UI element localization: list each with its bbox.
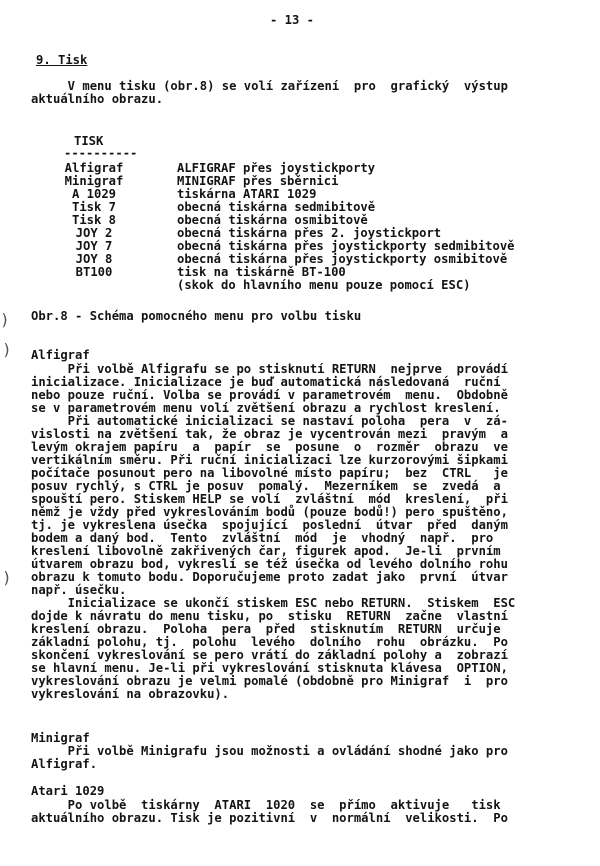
menu-item-tisk7-desc: obecná tiskárna sedmibitově <box>177 200 376 214</box>
alfigraf-line: vertikálním směru. Při ruční inicializaci lze kurzorovými šipkami <box>31 453 508 467</box>
menu-item-joy8-desc: obecná tiskárna přes joystickporty osmibitově <box>177 252 508 266</box>
minigraf-line: Alfigraf. <box>31 757 98 771</box>
alfigraf-line: vykreslování na obrazovku). <box>31 687 230 701</box>
figure-caption: Obr.8 - Schéma pomocného menu pro volbu tisku <box>31 309 362 323</box>
alfigraf-line: Při automatické inicializaci se nastaví poloha pera v zá- <box>31 414 508 428</box>
alfigraf-line: nebo pouze ruční. Volba se provádí v parametrovém menu. Obdobně <box>31 388 508 402</box>
menu-title: TISK <box>74 134 104 148</box>
menu-item-joy2-desc: obecná tiskárna přes 2. joystickport <box>177 226 442 240</box>
alfigraf-line: Inicializace se ukončí stiskem ESC nebo RETURN. Stiskem ESC <box>31 596 516 610</box>
menu-item-joy7-desc: obecná tiskárna přes joystickporty sedmibitově <box>177 239 515 253</box>
alfigraf-line: počítače posunout pero na libovolné místo papíru; bez CTRL je <box>31 466 508 480</box>
alfigraf-line: posuv rychlý, s CTRL je posuv pomalý. Mezerníkem se zvedá a <box>31 479 501 493</box>
alfigraf-line: dojde k návratu do menu tisku, po stisku RETURN začne vlastní <box>31 609 508 623</box>
menu-rule: ---------- <box>64 146 138 160</box>
atari-line: Po volbě tiskárny ATARI 1020 se přímo aktivuje tisk <box>31 798 501 812</box>
alfigraf-line: bodem a daný bod. Tento zvláštní mód je vhodný např. pro <box>31 531 494 545</box>
alfigraf-line: Při volbě Alfigrafu se po stisknutí RETURN nejprve provádí <box>31 362 508 376</box>
scan-margin-mark: ) <box>2 340 12 359</box>
menu-item-a1029-desc: tiskárna ATARI 1029 <box>177 187 317 201</box>
menu-item-tisk8-key: Tisk 8 <box>71 213 117 227</box>
menu-item-alfigraf-key: Alfigraf <box>64 161 124 175</box>
alfigraf-line: obrazu k tomuto bodu. Doporučujeme proto zadat jako první útvar <box>31 570 508 584</box>
section-heading: 9. Tisk <box>36 53 88 67</box>
menu-item-tisk7-key: Tisk 7 <box>71 200 117 214</box>
alfigraf-line: např. úsečku. <box>31 583 127 597</box>
menu-item-joy8-key: JOY 8 <box>75 252 113 266</box>
alfigraf-line: se hlavní menu. Je-li při vykreslování stisknuta klávesa OPTION, <box>31 661 508 675</box>
alfigraf-line: němž je vždy před vykreslováním bodů (pouze bodů!) pero spuštěno, <box>31 505 508 519</box>
menu-item-a1029-key: A 1029 <box>71 187 117 201</box>
scan-margin-mark: ) <box>2 568 12 587</box>
alfigraf-line: tj. je vykreslena úsečka spojující poslední útvar před daným <box>31 518 508 532</box>
menu-item-joy7-key: JOY 7 <box>75 239 113 253</box>
alfigraf-line: základní polohu, tj. polohu levého dolního rohu obrázku. Po <box>31 635 508 649</box>
minigraf-heading: Minigraf <box>31 731 90 745</box>
menu-item-bt100-key: BT100 <box>75 265 113 279</box>
alfigraf-heading: Alfigraf <box>31 348 90 362</box>
minigraf-line: Při volbě Minigrafu jsou možnosti a ovládání shodné jako pro <box>31 744 508 758</box>
alfigraf-line: vislosti na zvětšení tak, že obraz je vycentrován mezi pravým a <box>31 427 508 441</box>
alfigraf-line: spouští pero. Stiskem HELP se volí zvláštní mód kreslení, při <box>31 492 508 506</box>
atari-heading: Atari 1029 <box>31 784 105 798</box>
alfigraf-line: levým okrajem papíru a papír se posune o rozměr obrazu ve <box>31 440 508 454</box>
menu-item-minigraf-key: Minigraf <box>64 174 124 188</box>
alfigraf-line: kreslení libovolně zakřivených čar, figurek apod. Je-li prvním <box>31 544 501 558</box>
intro-line: V menu tisku (obr.8) se volí zařízení pro grafický výstup <box>31 79 508 93</box>
alfigraf-line: skončení vykreslování se pero vrátí do základní polohy a zobrazí <box>31 648 508 662</box>
menu-note: (skok do hlavního menu pouze pomocí ESC) <box>177 278 471 292</box>
alfigraf-line: vykreslování obrazu je velmi pomalé (obdobně pro Minigraf i pro <box>31 674 508 688</box>
menu-item-alfigraf-desc: ALFIGRAF přes joystickporty <box>177 161 376 175</box>
alfigraf-line: kreslení obrazu. Poloha pera před stisknutím RETURN určuje <box>31 622 501 636</box>
intro-line: aktuálního obrazu. <box>31 92 164 106</box>
menu-item-bt100-desc: tisk na tiskárně BT-100 <box>177 265 346 279</box>
scan-margin-mark: ) <box>0 310 10 329</box>
atari-line: aktuálního obrazu. Tisk je pozitivní v normální velikosti. Po <box>31 811 508 825</box>
menu-item-minigraf-desc: MINIGRAF přes sběrnici <box>177 174 339 188</box>
alfigraf-line: útvarem obrazu bod, vykreslí se též úsečka od levého dolního rohu <box>31 557 508 571</box>
menu-item-tisk8-desc: obecná tiskárna osmibitově <box>177 213 368 227</box>
page-number: - 13 - <box>270 13 315 27</box>
menu-item-joy2-key: JOY 2 <box>75 226 113 240</box>
alfigraf-line: inicializace. Inicializace je buď automatická následovaná ruční <box>31 375 501 389</box>
alfigraf-line: se v parametrovém menu volí zvětšení obrazu a rychlost kreslení. <box>31 401 501 415</box>
